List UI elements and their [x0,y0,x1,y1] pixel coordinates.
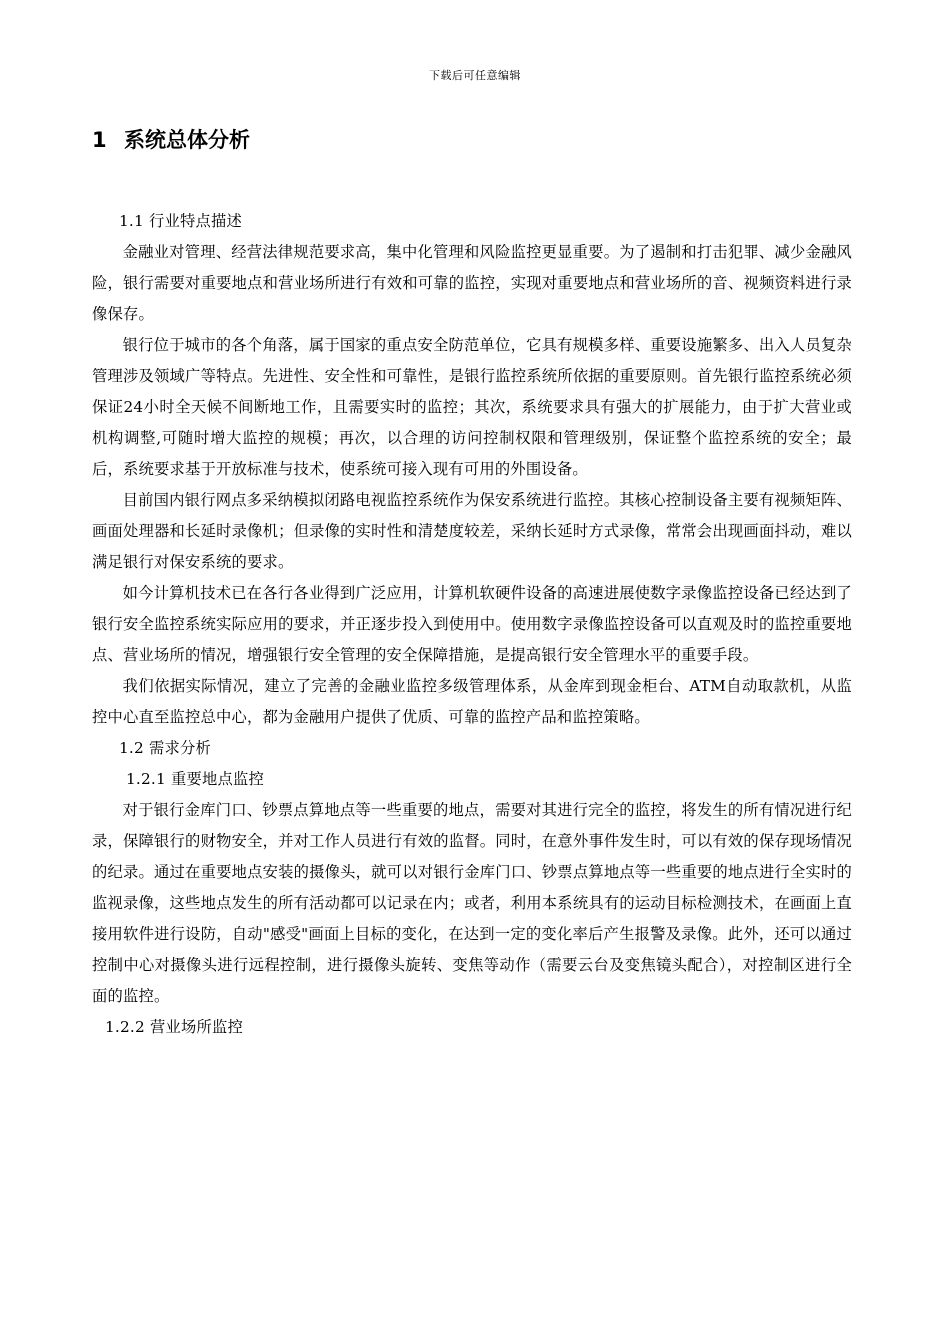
paragraph: 对于银行金库门口、钞票点算地点等一些重要的地点，需要对其进行完全的监控，将发生的所有情况进行纪录，保障银行的财物安全，并对工作人员进行有效的监督。同时，在意外事件发生时，可以有效的保存现场情况的纪录。通过在重要地点安装的摄像头，就可以对银行金库门口、钞票点算地点等一些重要的地点进行全实时的监视录像，这些地点发生的所有活动都可以记录在内；或者，利用本系统具有的运动目标检测技术，在画面上直接用软件进行设防，自动"感受"画面上目标的变化，在达到一定的变化率后产生报警及录像。此外，还可以通过控制中心对摄像头进行远程控制，进行摄像头旋转、变焦等动作（需要云台及变焦镜头配合），对控制区进行全面的监控。 [92,801,852,1005]
page-header-note: 下载后可任意编辑 [429,69,521,82]
chapter-title-text: 系统总体分析 [124,128,250,152]
paragraph: 我们依据实际情况，建立了完善的金融业监控多级管理体系，从金库到现金柜台、ATM自动取款机，从监控中心直至监控总中心，都为金融用户提供了优质、可靠的监控产品和监控策略。 [92,677,852,726]
paragraph: 目前国内银行网点多采纳模拟闭路电视监控系统作为保安系统进行监控。其核心控制设备主要有视频矩阵、画面处理器和长延时录像机；但录像的实时性和清楚度较差，采纳长延时方式录像，常常会出现画面抖动，难以满足银行对保安系统的要求。 [92,491,852,571]
paragraph: 金融业对管理、经营法律规范要求高，集中化管理和风险监控更显重要。为了遏制和打击犯罪、减少金融风险，银行需要对重要地点和营业场所进行有效和可靠的监控，实现对重要地点和营业场所的音、视频资料进行录像保存。 [92,243,852,323]
section-heading-1-1: 1.1 行业特点描述 [119,212,242,230]
chapter-number: 1 [92,128,107,152]
paragraph: 银行位于城市的各个角落，属于国家的重点安全防范单位，它具有规模多样、重要设施繁多、出入人员复杂管理涉及领域广等特点。先进性、安全性和可靠性，是银行监控系统所依据的重要原则。首先银行监控系统必须保证24小时全天候不间断地工作，且需要实时的监控；其次，系统要求具有强大的扩展能力，由于扩大营业或机构调整,可随时增大监控的规模；再次，以合理的访问控制权限和管理级别，保证整个监控系统的安全；最后，系统要求基于开放标准与技术，使系统可接入现有可用的外围设备。 [92,336,852,478]
section-heading-1-2-1: 1.2.1 重要地点监控 [126,770,264,788]
section-heading-1-2: 1.2 需求分析 [119,739,211,757]
chapter-title [92,124,250,154]
section-heading-1-2-2: 1.2.2 营业场所监控 [105,1018,243,1036]
paragraph: 如今计算机技术已在各行各业得到广泛应用，计算机软硬件设备的高速进展使数字录像监控设备已经达到了银行安全监控系统实际应用的要求，并正逐步投入到使用中。使用数字录像监控设备可以直观及时的监控重要地点、营业场所的情况，增强银行安全管理的安全保障措施，是提高银行安全管理水平的重要手段。 [92,584,852,664]
document-body [92,206,852,1043]
